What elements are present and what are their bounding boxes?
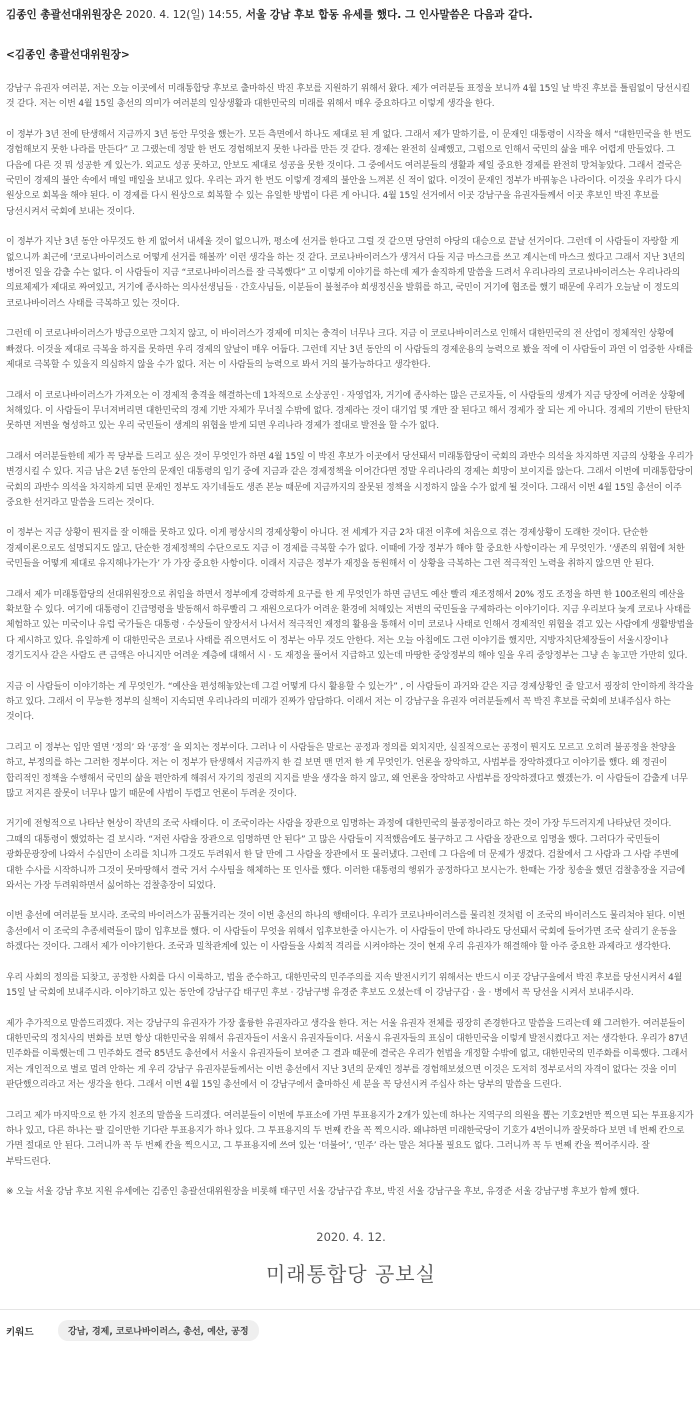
- speech-paragraph-9: 지금 이 사람들이 이야기하는 게 무엇인가. “예산을 편성해놓았는데 그걸 어떻게 다시 활용할 수 있는가” , 이 사람들이 과거와 같은 지금 경제상황인 줄 알고서 굉장히 안이하게 착각을 하고 있다. 그래서 이 무능한 정부의 실책이 지속되면 우리나라의 미래가 진짜가 암담하다. 이래서 저는 이 강남구을 유권자 여러분들께서 꼭 박진 후보를 국회에 보내주십사 하는 것이다.: [6, 681, 694, 723]
- speech-paragraph-10: 그리고 이 정부는 입만 열면 ‘정의’ 와 ‘공정’ 을 외치는 정부이다. 그러나 이 사람들은 말로는 공정과 정의를 외치지만, 실질적으로는 공정이 뭔지도 모르고 오히려 불공정을 찬양을 하고, 부정의를 하는 그러한 정부이다. 저는 이 정부가 탄생해서 지금까지 한 걸 보면 맨 먼저 한 게 무엇인가. 언론을 장악하고, 사법부를 장악하겠다고 이야기를 했다. 왜 정권이 합리적인 정책을 수행해서 국민의 삶을 편안하게 해줘서 자기의 정권의 지지를 받을 생각을 하지 않고, 왜 언론을 장악하고 사법부를 장악하겠다고 했겠는가. 이 사람들이 감출게 너무 많고 저지른 잘못이 너무나 많기 때문에 사법이 두렵고 언론이 두려운 것이다.: [6, 742, 688, 800]
- speech-paragraph-11: 거기에 전형적으로 나타난 현상이 작년의 조국 사태이다. 이 조국이라는 사람을 장관으로 임명하는 과정에 대한민국의 불공정이라고 하는 것이 가장 두드러지게 나타났던 것이다. 그때의 대통령이 했었하는 걸 보시라. “저런 사람을 장관으로 임명하면 안 된다” 고 많은 사람들이 지적했음에도 불구하고 그 사람을 장관으로 임명을 했다. 그러다가 국민들이 광화문광장에 나와서 수십만이 소리를 치니까 그것도 두려워서 한 달 만에 그 사람을 장관에서 또 물러냈다. 그런데 그 다음에 더 문제가 생겼다. 검찰에서 그 사람과 그 사람 주변에 대한 수사를 시작하니까 그것이 못마땅해서 결국 거서 수사팀을 해체하는 또 인사를 했다. 이러한 대통령의 행위가 공정하다고 보시는가. 한때는 가장 칭송을 했던 검찰총장을 지금에 와서는 가장 두려워하면서 싫어하는 검찰총장이 되었다.: [6, 819, 685, 892]
- lead-speaker: 김종인 총괄선대위원장은: [6, 9, 123, 21]
- speech-paragraph-2: 이 정부가 3년 전에 탄생해서 지금까지 3년 동안 무엇을 했는가. 모든 측면에서 하나도 제대로 된 게 없다. 그래서 제가 말하기를, 이 문재인 대통령이 시작을 해서 “대한민국을 한 번도 경험해보지 못한 나라를 만든다” 고 그랬는데 정말 한 번도 경험해보지 못한 나라를 만든 것 같다. 경제는 완전히 실패했고, 그럼으로 인해서 국민의 삶을 매우 어렵게 만들었다. 그 다음에 다른 것 뭐 성공한 게 있는가. 외교도 성공 못하고, 안보도 제대로 성공을 못한 것이다. 그 중에서도 여러분들의 생활과 제일 중요한 경제를 완전히 망쳐놓았다. 그래서 결국은 국민이 경제의 불안 속에서 매일 매일을 보내고 있다. 우리는 과거 한 번도 이렇게 경제의 불안을 느껴본 신 적이 없다. 이것이 문재인 정부가 바꿔놓은 나라이다. 이것을 우리가 다시 원상으로 회복을 해야 된다. 이 경제를 다시 원상으로 회복할 수 있는 유일한 방법이 다른 게 아니다. 4월 15일 선거에서 이곳 강남구을 유권자들께서 이곳 후보인 박진 후보를 당선시켜서 국회에 보내는 것이다.: [6, 129, 692, 217]
- speech-paragraph-6: 그래서 여러분들한테 제가 꼭 당부를 드리고 싶은 것이 무엇인가 하면 4월 15일 이 박진 후보가 이곳에서 당선돼서 미래통합당이 국회의 과반수 의석을 차지하면 지금의 상황을 우리가 변경시킬 수 있다. 지금 남은 2년 동안의 문재인 대통령의 임기 중에 지금과 같은 경제정책을 이어간다면 정말 우리나라의 경제는 희망이 보이지를 않는다. 그래서 이번에 미래통합당이 국회의 과반수 의석을 차지하게 되면 문재인 정부도 자기네들도 생존 본능 때문에 지금까지의 잘못된 정책을 시정하지 않을 수가 없게 될 것이다. 그래서 이번 4월 15일 총선이 이주 중요한 선거라고 말씀을 드리는 것이다.: [6, 451, 694, 508]
- release-date: 2020. 4. 12.: [316, 1230, 386, 1245]
- keyword-row: [6, 1310, 696, 1341]
- keyword-label: 키워드: [6, 1326, 34, 1338]
- speech-paragraph-15: 그리고 제가 마지막으로 한 가지 친조의 말씀을 드리겠다. 여러분들이 이번에 투표소에 가면 투표용지가 2개가 있는데 하나는 지역구의 의원을 뽑는 기호2번만 찍으면 되는 투표용지가 하나 있고, 다른 하나는 팔 길이만한 기다란 투표용지가 하나 있다. 그 투표용지의 두 번째 칸을 꼭 찍으시라. 왜냐하면 미래한국당이 기호가 4번이니까 잘못하다 보면 네 번째 칸으로 가면 절대로 안 된다. 그러니까 꼭 두 번째 칸을 찍으시고, 그 투표용지에 쓰여 있는 ‘더불어’, ‘민주’ 라는 말은 쳐다볼 필요도 없다. 그러니까 꼭 두 번째 칸을 찍어주시라. 잘 부탁드린다.: [6, 1110, 694, 1167]
- keyword-tag[interactable]: 강남, 경제, 코로나바이러스, 총선, 예산, 공정: [58, 1320, 259, 1341]
- speech-paragraph-1: 강남구 유권자 여러분, 저는 오늘 이곳에서 미래통합당 후보로 출마하신 박진 후보를 지원하기 위해서 왔다. 제가 여러분들 표정을 보니까 4월 15일 날 박진 후보를 틀림없이 당선시킬 것 같다. 저는 이번 4월 15일 총선의 의미가 여러분의 일상생활과 대한민국의 미래를 위해서 매우 중요하다고 이렇게 생각을 한다.: [6, 84, 690, 110]
- speaker-subheading: <김종인 총괄선대위원장>: [6, 49, 130, 61]
- lead-datetime: 2020. 4. 12(일) 14:55,: [122, 9, 243, 21]
- attendance-note: ※ 오늘 서울 강남 후보 지원 유세에는 김종인 총괄선대위원장을 비롯해 태구민 서울 강남구갑 후보, 박진 서울 강남구을 후보, 유경준 서울 강남구병 후보가 함께 했다.: [6, 1187, 640, 1198]
- speech-paragraph-7: 이 정부는 지금 상황이 뭔지를 잘 이해를 못하고 있다. 이게 평상시의 경제상황이 아니다. 전 세계가 지금 2차 대전 이후에 처음으로 겪는 경제상황이 도래한 것이다. 단순한 경제이론으로도 설명되지도 않고, 단순한 경제정책의 수단으로도 지금 이 경제를 극복할 수가 없다. 이때에 가장 정부가 해야 할 중요한 사항이라는 게 무엇인가. ‘생존의 위협에 처한 국민들을 어떻게 제대로 유지해나가는가’ 가 가장 중요한 사항이다. 이래서 지금은 정부가 재정을 동원해서 이 상황을 극복하는 그런 적극적인 노력을 취하지 않으면 안 된다.: [6, 528, 685, 570]
- speech-paragraph-8: 그래서 제가 미래통합당의 선대위원장으로 취임을 하면서 정부에게 강력하게 요구를 한 게 무엇인가 하면 금년도 예산 빨리 재조정해서 20% 정도 조정을 하면 한 100조원의 예산을 확보할 수 있다. 여기에 대통령이 긴급명령을 발동해서 하루빨리 그 재원으로다가 어려운 환경에 처해있는 저변의 국민들을 구제하라는 이야기이다. 지금 우리보다 늦게 코로나 사태를 체험하고 있는 미국이나 유럽 국가들은 대통령 · 수상들이 앞장서서 나서서 적극적인 재정의 활용을 통해서 이미 코로나 사태로 인해서 경제적인 위협을 겪고 있는 사람에게 생활방법을 다 제시하고 있다. 유일하게 이 대한민국은 코로나 사태를 쥐으면서도 이 정부는 아무 것도 안한다. 저는 오늘 아침에도 그런 이야기를 했지만, 지방자치단체장들이 서울시장이나 경기도지사 같은 사람도 큰 금액은 아니지만 어려운 계층에 대해서 시 · 도 재정을 풀어서 지급하고 있는데 마땅한 중앙정부의 해야 일을 우리 중앙정부는 그냥 손 놓고만 가만히 있다.: [6, 589, 694, 662]
- speech-paragraph-13: 우리 사회의 정의를 되찾고, 공정한 사회를 다시 이룩하고, 법을 준수하고, 대한민국의 민주주의를 지속 발전시키기 위해서는 반드시 이곳 강남구을에서 박진 후보를 당선시켜서 4월 15일 날 국회에 보내주시라. 이야기하고 있는 동안에 강남구갑 태구민 후보 · 강남구병 유경준 후보도 오셨는데 이 강남구갑 · 을 · 병에서 꼭 당선을 시켜서 보내주시라.: [6, 972, 683, 999]
- issuing-office: 미래통합당 공보실: [266, 1262, 436, 1287]
- speech-body: [6, 82, 696, 1170]
- lead-sentence: [6, 8, 696, 22]
- speech-paragraph-12: 이번 총선에 여러분들 보시라. 조국의 바이러스가 꿈틀거리는 것이 이번 총선의 하나의 행태이다. 우리가 코로나바이러스를 물리친 것처럼 이 조국의 바이러스도 물리쳐야 된다. 이번 총선에서 이 조국의 추종세력들이 많이 입후보를 했다. 이 사람들이 무엇을 위해서 입후보한줄 아시는가. 이 사람들이 만에 하나라도 당선돼서 국회에 들어가면 조국 살리기 운동을 하겠다는 것이다. 그래서 제가 이야기한다. 조국과 밀착관계에 있는 이 사람들을 사회적 격리를 시켜야하는 것이 현재 우리 유권자가 해결해야 할 아주 중요한 과제라고 생각한다.: [6, 911, 685, 953]
- speech-paragraph-5: 그래서 이 코로나바이러스가 가져오는 이 경제적 충격을 해결하는데 1차적으로 소상공인 · 자영업자, 거기에 종사하는 많은 근로자들, 이 사람들의 생계가 지금 당장에 어려운 상황에 처해있다. 이 사람들이 무너져버리면 대한민국의 경제 기반 자체가 무너질 수밖에 없다. 경제라는 것이 대기업 몇 개만 잘 된다고 해서 경제가 잘 되는 게 아니다. 경제의 기반이 탄탄치 못하면 저변을 형성하고 있는 우리 국민들이 생계의 위협을 받게 되면 우리나라 경제가 절대로 발전을 할 수가 없다.: [6, 390, 690, 432]
- speech-paragraph-14: 제가 추가적으로 말씀드리겠다. 저는 강남구의 유권자가 가장 훌륭한 유권자라고 생각을 한다. 저는 서울 유권자 전체를 굉장히 존경한다고 말씀을 드리는데 왜 그러한가. 여러분들이 대한민국의 정치사의 변화를 보면 항상 대한민국을 위해서 유권자들이 서울시 유권자들이다. 서울시 유권자들의 표심이 대한민국을 이렇게 발전시켰다고 저는 생각한다. 우리가 87년 민주화를 이룩했는데 그 민주화도 결국 85년도 총선에서 서울시 유권자들이 보여준 그 결과 때문에 결국은 우리가 헌법을 개정할 수밖에 없고, 대한민국의 민주화를 이룩했다. 그래서 저는 개인적으로 별로 멀려 안하는 게 우리 강남구 유권자분들께서는 이번 총선에서 지난 3년의 문재인 정부를 경험해보셨으면 이것은 도저히 정부로서의 자격이 없다는 것을 이미 판단했으리라고 저는 생각을 한다. 그래서 이번 4월 15일 총선에서 이 강남구에서 출마하신 세 분을 꼭 당선시켜 주십사 하는 당부의 말씀을 드린다.: [6, 1018, 688, 1091]
- speech-paragraph-3: 이 정부가 지난 3년 동안 아무것도 한 게 없어서 내세울 것이 없으니까, 평소에 선거를 한다고 그럴 것 같으면 당연히 야당의 대승으로 끝날 선거이다. 그런데 이 사람들이 자랑할 게 없으니까 최근에 ‘코로나바이러스로 어떻게 선거를 해볼까’ 이런 생각을 하는 것 같다. 코로나바이러스가 생겨서 다들 지금 마스크를 쓰고 계시는데 마스크 썼다고 그래서 지난 3년의 병어진 일을 감출 수는 없다. 이 사람들이 지금 “코로나바이러스를 잘 극복했다” 고 이렇게 이야기를 하는데 제가 솔직하게 말씀을 드려서 우리나라의 코로나바이러스는 우리나라의 의료체제가 제대로 짜여있고, 거기에 종사하는 의사선생님들 · 간호사님들, 이분들이 불철주야 희생정신을 발휘를 하고, 국민이 거기에 협조를 했기 때문에 우리가 오늘날 이 정도의 코로나바이러스 사태를 극복하고 있는 것이다.: [6, 237, 685, 309]
- speech-paragraph-4: 그런데 이 코로나바이러스가 방금으로만 그치지 않고, 이 바이러스가 경제에 미치는 충격이 너무나 크다. 지금 이 코로나바이러스로 인해서 대한민국의 전 산업이 정체적인 상황에 빠졌다. 이것을 제대로 극복을 하지를 못하면 우리 경제의 앞날이 매우 어둡다. 그런데 지난 3년 동안의 이 사람들의 경제운용의 능력으로 봤을 적에 이 사람들이 과연 이 엄중한 사태를 제대로 극복할 수 있을지 의심하지 않을 수가 없다. 저는 이 사람들의 능력으로 봐서 거의 불가능하다고 생각한다.: [6, 329, 693, 371]
- lead-rest: 서울 강남 후보 합동 유세를 했다. 그 인사말씀은 다음과 같다.: [242, 9, 533, 21]
